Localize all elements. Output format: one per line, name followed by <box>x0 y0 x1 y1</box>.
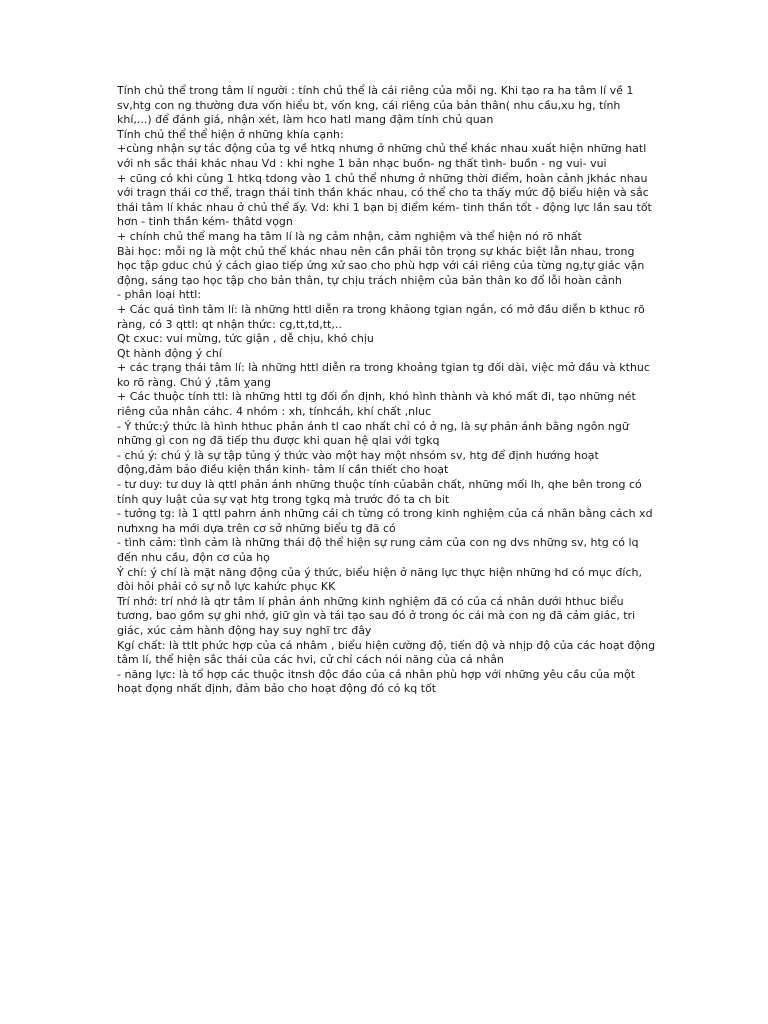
paragraph-y-chi: Ý chí: ý chí là mặt năng động của ý thức, biểu hiện ở năng lực thực hiện những hd có mục đích, đòi hỏi phải có sự nỗ lực kahức phục KK <box>117 565 642 594</box>
paragraph-bai-hoc: Bài học: mỗi ng là một chủ thể khác nhau nên cần phải tôn trọng sự khác biệt lẫn nhau, trong học tập gduc chú ý cách giao tiếp ứng xử sao cho phù hợp với cái riêng của từng ng,tự giác vận động, sáng tạo học tập cho bản thân, tự chịu trách nhiệm của bản thân ko đổ lỗi hoàn cảnh <box>117 244 645 287</box>
paragraph-cung-co-khi: + cũng có khi cùng 1 htkq tdong vào 1 chủ thể nhưng ở những thời điểm, hoàn cảnh jkhác nhau với tragn thái cơ thể, tragn thái tinh thần khác nhau, có thể cho ta thấy mức độ biểu hiện và sắc thái tâm lí khác nhau ở chủ thể ấy. Vd: khi 1 bạn bị điểm kém- tinh thần tốt - động lực lần sau tốt hơn - tinh thần kém- thâtd vọgn <box>117 171 652 229</box>
paragraph-tri-nho: Trí nhớ: trí nhớ là qtr tâm lí phản ánh những kinh nghiệm đã có của cá nhân dưới hthuc biểu tương, bao gồm sự ghi nhớ, giữ gìn và tái tạo sau đó ở trong óc cái mà con ng đã cảm giác, tri giác, xúc cảm hành động hay suy nghĩ trc đây <box>117 594 636 637</box>
paragraph-trang-thai-tam-li: + các trạng thái tâm lí: là những httl diễn ra trong khoảng tgian tg đối dài, việc mở đầu và kthuc ko rõ ràng. Chú ý ,tâm ỵang <box>117 361 650 389</box>
paragraph-khi-chat: Kgí chất: là ttlt phức hợp của cá nhâm , biểu hiện cường độ, tiến độ và nhịp độ của các hoạt động tâm lí, thể hiện sắc thái của các hvi, cử chỉ cách nói năng của cá nhân <box>117 638 656 667</box>
paragraph-tuong-tuong: - tưởng tg: là 1 qttl pahrn ánh những cái ch từng có trong kinh nghiệm của cá nhân bằng cách xd nưhxng ha mới dựa trên cơ sở những biểu tg đã có <box>117 507 653 535</box>
paragraph-chu-y: - chú ý: chú ý là sự tập tủng ý thức vào một hay một nhsóm sv, htg để định hướng hoạt động,đảm bảo điều kiện thần kinh- tâm lí cần thiết cho hoạt <box>117 448 599 477</box>
paragraph-cung-nhan-su-tac-dong: +cùng nhận sự tác động của tg về htkq nhưng ở những chủ thể khác nhau xuất hiện những hatl với nh sắc thái khác nhau Vd : khi nghe 1 bản nhạc buồn- ng thất tình- buồn - ng vui- vui <box>117 142 647 170</box>
paragraph-qt-hanh-dong: Qt hành động ý chí <box>117 346 222 360</box>
paragraph-nang-luc: - năng lực: là tổ hợp các thuộc itnsh độc đáo của cá nhân phù hợp với những yêu cầu của một hoạt đọng nhất định, đảm bảo cho hoạt động đó có kq tốt <box>117 667 636 696</box>
paragraph-qt-cxuc: Qt cxuc: vui mừng, tức giận , dễ chịu, khó chịu <box>117 332 374 346</box>
paragraph-tinh-cam: - tình cảm: tình cảm là những thái độ thể hiện sự rung cảm của con ng dvs những sv, htg có lq đến nhu cầu, độn cơ của họ <box>117 536 639 564</box>
paragraph-thuoc-tinh: + Các thuộc tính ttl: là những httl tg đối ổn định, khó hình thành và khó mất đi, tạo những nét riêng của nhân cáhc. 4 nhóm : xh, tínhcáh, khí chất ,nluc <box>117 390 636 419</box>
paragraph-qua-trinh-tam-li: + Các quá tình tâm lí: là những httl diễn ra trong khảong tgian ngắn, có mở đầu diễn b kthuc rõ ràng, có 3 qttl: qt nhận thức: cg,tt,td,tt,.. <box>117 302 645 331</box>
paragraph-tinh-chu-the: Tính chủ thể trong tâm lí người : tính chủ thể là cái riêng của mỗi ng. Khi tạo ra ha tâm lí về 1 sv,htg con ng thường đưa vốn hiểu bt, vốn kng, cái riêng của bản thân( nhu cầu,xu hg, tính khí,...) để đánh giá, nhận xét, làm hco hatl mang đậm tính chủ quan <box>117 84 634 127</box>
paragraph-y-thuc: - Ý thức:ý thức là hình hthuc phản ánh tl cao nhất chỉ có ở ng, là sự phản ánh bằng ngôn ngữ những gì con ng đã tiếp thu được khi quan hệ qlai với tgkq <box>117 419 629 448</box>
paragraph-khia-canh: Tính chủ thể thể hiện ở những khía cạnh: <box>117 127 344 141</box>
paragraph-phan-loai: - phân loại httl: <box>117 288 202 302</box>
document-page <box>117 84 657 697</box>
paragraph-tu-duy: - tư duy: tư duy là qttl phản ánh những thuộc tính củabản chất, những mối lh, qhe bên trong có tính quy luật của sự vạt htg trong tgkq mà trước đó ta ch bit <box>117 478 642 506</box>
paragraph-chinh-chu-the: + chính chủ thể mang ha tâm lí là ng cảm nhận, cảm nghiệm và thể hiện nó rõ nhất <box>117 229 582 243</box>
